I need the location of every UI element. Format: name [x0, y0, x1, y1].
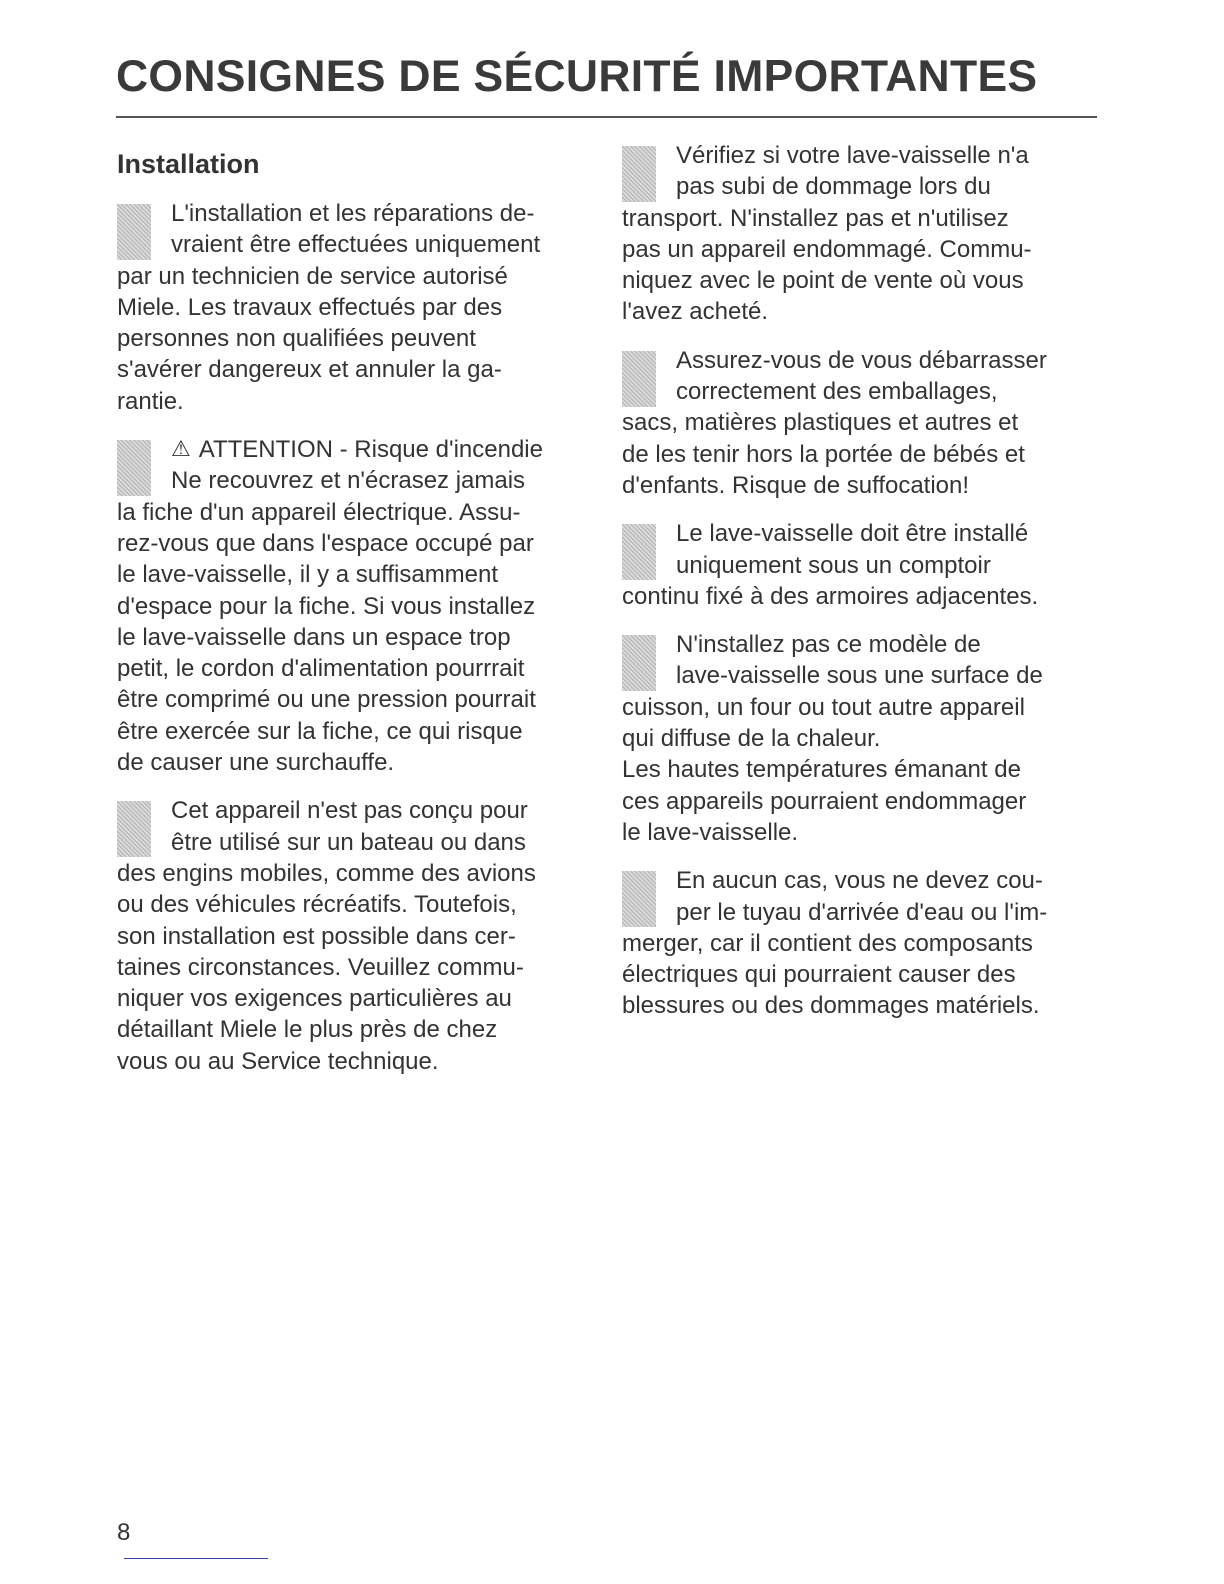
bullet-marker [117, 204, 151, 260]
bullet-marker [622, 635, 656, 691]
bullet-marker [117, 801, 151, 857]
paragraph-text: En aucun cas, vous ne devez cou- per le tuyau d'arrivée d'eau ou l'im- merger, car il contient des composants électriques qui pourraient causer des blessures ou des dommages matériels. [622, 867, 1048, 1020]
paragraph-text: Le lave-vaisselle doit être installé uniquement sous un comptoir continu fixé à des armoires adjacentes. [622, 520, 1039, 610]
paragraph-transport-damage [622, 140, 1094, 328]
bullet-marker [622, 146, 656, 202]
page-number: 8 [117, 1519, 131, 1546]
paragraph-heat-sources [622, 629, 1094, 848]
paragraph-text: Vérifiez si votre lave-vaisselle n'a pas subi de dommage lors du transport. N'installez pas et n'utilisez pas un appareil endommagé. Commu- niquez avec le point de vente où vous l'avez acheté. [622, 142, 1032, 326]
paragraph-countertop-installation [622, 518, 1094, 612]
bullet-marker [622, 871, 656, 927]
paragraph-installation-by-technician [117, 198, 593, 417]
paragraph-text: L'installation et les réparations de- vraient être effectuées uniquement par un technicien de service autorisé Miele. Les travaux effectués par des personnes non qualifiées peuvent s'avérer dangereux et annuler la ga- rantie. [117, 200, 541, 415]
paragraph-text: N'installez pas ce modèle de lave-vaisselle sous une surface de cuisson, un four ou tout autre appareil qui diffuse de la chaleur. Les hautes températures émanant de ces appareils pourraient endommager le lave-vaisselle. [622, 631, 1043, 846]
title-divider [116, 116, 1097, 118]
right-column [622, 140, 1094, 1039]
footer-divider [124, 1558, 268, 1559]
paragraph-mobile-installation [117, 795, 593, 1077]
paragraph-text: ATTENTION - Risque d'incendie Ne recouvrez et n'écrasez jamais la fiche d'un appareil électrique. Assu- rez-vous que dans l'espace occupé par le lave-vaisselle, il y a suffisamment d'espace pour la fiche. Si vous installez le lave-vaisselle dans un espace trop petit, le cordon d'alimentation pourrrait être comprimé ou une pression pourrait être exercée sur la fiche, ce qui risque de causer une surchauffe. [117, 436, 543, 777]
paragraph-text: Assurez-vous de vous débarrasser correctement des emballages, sacs, matières plastiques et autres et de les tenir hors la portée de bébés et d'enfants. Risque de suffocation! [622, 346, 1047, 499]
bullet-marker [117, 440, 151, 496]
paragraph-packaging-disposal [622, 345, 1094, 501]
paragraph-fire-risk-warning [117, 434, 593, 778]
section-heading: Installation [117, 149, 260, 179]
bullet-marker [622, 524, 656, 580]
bullet-marker [622, 351, 656, 407]
paragraph-water-hose [622, 865, 1094, 1021]
warning-triangle-icon: ⚠ [171, 436, 191, 462]
left-column [117, 140, 593, 1094]
page-title: CONSIGNES DE SÉCURITÉ IMPORTANTES [116, 52, 1038, 101]
paragraph-text: Cet appareil n'est pas conçu pour être utilisé sur un bateau ou dans des engins mobiles, comme des avions ou des véhicules récréatifs. Toutefois, son installation est possible dans cer- taines circonstances. Veuillez commu- niquer vos exigences particulières au détaillant Miele le plus près de chez vous ou au Service technique. [117, 797, 536, 1075]
